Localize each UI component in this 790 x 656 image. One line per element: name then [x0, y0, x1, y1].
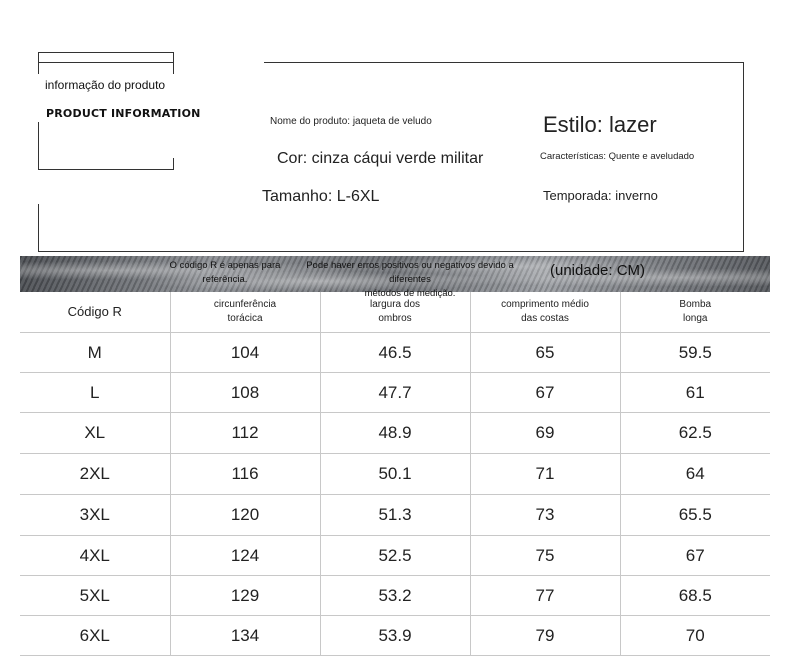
cell-chest: 124 [170, 536, 320, 576]
cell-back-length: 69 [470, 413, 620, 454]
header-chest: circunferência torácica [170, 292, 320, 333]
product-style: Estilo: lazer [543, 112, 657, 137]
cell-sleeve: 67 [620, 536, 770, 576]
cell-back-length: 65 [470, 333, 620, 373]
cell-size: 5XL [20, 576, 170, 616]
cell-chest: 120 [170, 495, 320, 536]
cell-size: 3XL [20, 495, 170, 536]
cell-back-length: 71 [470, 454, 620, 495]
cell-size: 6XL [20, 616, 170, 656]
cell-shoulder: 53.9 [320, 616, 470, 656]
product-color: Cor: cinza cáqui verde militar [277, 150, 484, 167]
header-back-length: comprimento médio das costas [470, 292, 620, 333]
cell-shoulder: 46.5 [320, 333, 470, 373]
table-row [20, 454, 770, 495]
cell-shoulder: 53.2 [320, 576, 470, 616]
cell-chest: 129 [170, 576, 320, 616]
cell-sleeve: 70 [620, 616, 770, 656]
product-size-range: Tamanho: L-6XL [262, 188, 380, 205]
cell-shoulder: 48.9 [320, 413, 470, 454]
size-table-header-row [20, 292, 770, 333]
cell-size: L [20, 373, 170, 413]
frame-gap [174, 62, 264, 64]
cell-sleeve: 68.5 [620, 576, 770, 616]
cell-sleeve: 62.5 [620, 413, 770, 454]
cell-size: 2XL [20, 454, 170, 495]
error-note-line2: métodos de medição. [364, 288, 456, 299]
product-name: Nome do produto: jaqueta de veludo [270, 116, 432, 127]
cell-chest: 116 [170, 454, 320, 495]
cell-sleeve: 61 [620, 373, 770, 413]
product-info-label-pt: informação do produto [45, 78, 166, 92]
table-row [20, 413, 770, 454]
reference-note [165, 259, 285, 287]
cell-sleeve: 65.5 [620, 495, 770, 536]
cell-back-length: 75 [470, 536, 620, 576]
header-shoulder: largura dos ombros [320, 292, 470, 333]
table-row [20, 536, 770, 576]
product-info-label-en: PRODUCT INFORMATION [46, 107, 201, 120]
product-features: Características: Quente e aveludado [540, 151, 695, 162]
reference-note-line2: referência. [202, 274, 248, 285]
table-row [20, 616, 770, 656]
frame-left-edge [38, 204, 39, 252]
error-note-line1: Pode haver erros positivos ou negativos devido a diferentes [306, 260, 514, 285]
cell-back-length: 73 [470, 495, 620, 536]
cell-size: 4XL [20, 536, 170, 576]
size-table [20, 292, 770, 656]
size-chart-banner [20, 256, 770, 299]
cell-shoulder: 52.5 [320, 536, 470, 576]
cell-chest: 112 [170, 413, 320, 454]
cell-chest: 104 [170, 333, 320, 373]
cell-back-length: 79 [470, 616, 620, 656]
cell-back-length: 67 [470, 373, 620, 413]
table-row [20, 373, 770, 413]
table-row [20, 495, 770, 536]
cell-back-length: 77 [470, 576, 620, 616]
cell-shoulder: 47.7 [320, 373, 470, 413]
header-code: Código R [20, 292, 170, 333]
table-row [20, 576, 770, 616]
cell-shoulder: 50.1 [320, 454, 470, 495]
product-season: Temporada: inverno [543, 188, 658, 203]
cell-sleeve: 64 [620, 454, 770, 495]
reference-note-line1: O código R é apenas para [169, 260, 281, 271]
table-row [20, 333, 770, 373]
cell-chest: 134 [170, 616, 320, 656]
unit-label: (unidade: CM) [550, 262, 646, 279]
cell-chest: 108 [170, 373, 320, 413]
cell-sleeve: 59.5 [620, 333, 770, 373]
cell-size: XL [20, 413, 170, 454]
cell-size: M [20, 333, 170, 373]
header-sleeve: Bomba longa [620, 292, 770, 333]
cell-shoulder: 51.3 [320, 495, 470, 536]
